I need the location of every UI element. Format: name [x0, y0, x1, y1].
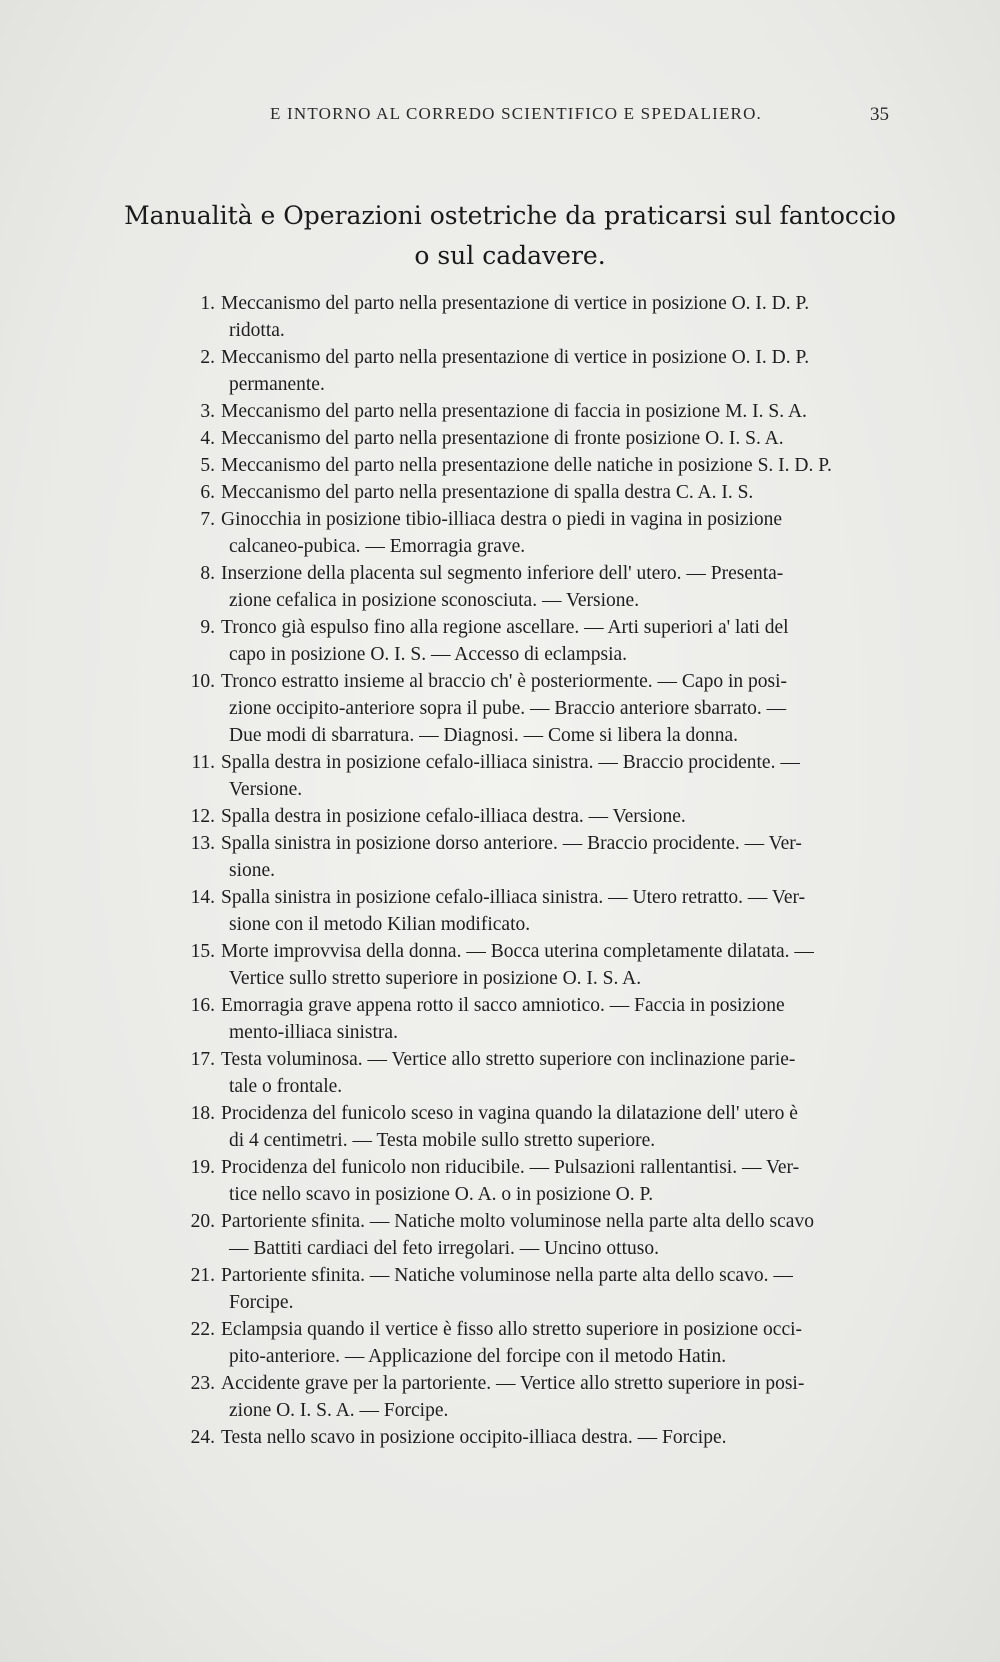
list-item [155, 938, 890, 992]
list-item [155, 1262, 890, 1316]
list-item-text [221, 884, 890, 938]
list-item-line: di 4 centimetri. — Testa mobile sullo stretto superiore. [229, 1130, 656, 1151]
list-item-text [221, 1154, 890, 1208]
list-item [155, 290, 890, 344]
list-item-line: sione con il metodo Kilian modificato. [229, 914, 531, 935]
list-item-text [221, 1046, 890, 1100]
list-item-line: Procidenza del funicolo non riducibile. — Pulsazioni rallentantisi. — Ver- [221, 1157, 800, 1178]
list-item-number: 4. [200, 428, 215, 449]
list-item-text [221, 1208, 890, 1262]
list-item [155, 1154, 890, 1208]
list-item-line: Ginocchia in posizione tibio-illiaca destra o piedi in vagina in posizione [221, 509, 783, 530]
list-item-line: Vertice sullo stretto superiore in posizione O. I. S. A. [229, 968, 642, 989]
list-item-text [221, 938, 890, 992]
list-item-line: Spalla sinistra in posizione dorso anteriore. — Braccio procidente. — Ver- [221, 833, 802, 854]
list-item-text [221, 506, 890, 560]
list-item [155, 398, 890, 425]
list-item-number: 5. [200, 455, 215, 476]
list-item-line: Meccanismo del parto nella presentazione di faccia in posizione M. I. S. A. [221, 401, 807, 422]
list-item-number: 1. [200, 293, 215, 314]
list-item-text [221, 1262, 890, 1316]
list-item-line: Procidenza del funicolo sceso in vagina quando la dilatazione dell' utero è [221, 1103, 798, 1124]
list-item-line: Eclampsia quando il vertice è fisso allo stretto superiore in posizione occi- [221, 1319, 803, 1340]
list-item-text [221, 668, 890, 749]
list-item-line: pito-anteriore. — Applicazione del forcipe con il metodo Hatin. [229, 1346, 727, 1367]
list-item-number: 17. [190, 1049, 215, 1070]
list-item-text [221, 992, 890, 1046]
list-item [155, 506, 890, 560]
list-item-line: calcaneo-pubica. — Emorragia grave. [229, 536, 526, 557]
list-item-number: 22. [190, 1319, 215, 1340]
list-item [155, 830, 890, 884]
list-item-line: Meccanismo del parto nella presentazione di spalla destra C. A. I. S. [221, 482, 754, 503]
list-item [155, 1046, 890, 1100]
list-item-line: Emorragia grave appena rotto il sacco amniotico. — Faccia in posizione [221, 995, 785, 1016]
list-item-number: 18. [190, 1103, 215, 1124]
section-title [0, 196, 1000, 276]
list-item-number: 11. [191, 752, 215, 773]
page-number: 35 [870, 104, 889, 125]
list-item [155, 1316, 890, 1370]
list-item-text [221, 290, 890, 344]
list-item [155, 344, 890, 398]
list-item-line: Versione. [229, 779, 303, 800]
list-item [155, 452, 890, 479]
list-item [155, 1100, 890, 1154]
list-item [155, 668, 890, 749]
running-head: E INTORNO AL CORREDO SCIENTIFICO E SPEDALIERO. [270, 104, 763, 123]
list-item-text [221, 560, 890, 614]
list-item-line: zione cefalica in posizione sconosciuta. — Versione. [229, 590, 640, 611]
list-item-text [221, 425, 890, 452]
list-item [155, 884, 890, 938]
list-item [155, 749, 890, 803]
list-item-number: 10. [190, 671, 215, 692]
list-item-number: 2. [200, 347, 215, 368]
list-item-number: 7. [200, 509, 215, 530]
title-line-1: Manualità e Operazioni ostetriche da praticarsi sul fantoccio [124, 201, 896, 230]
list-item [155, 992, 890, 1046]
list-item [155, 1208, 890, 1262]
list-item-text [221, 398, 890, 425]
list-item-text [221, 452, 890, 479]
list-item-text [221, 1316, 890, 1370]
list-item-line: zione O. I. S. A. — Forcipe. [229, 1400, 449, 1421]
list-item-line: Spalla destra in posizione cefalo-illiaca destra. — Versione. [221, 806, 686, 827]
list-item-number: 21. [190, 1265, 215, 1286]
list-item-line: tice nello scavo in posizione O. A. o in posizione O. P. [229, 1184, 654, 1205]
list-item [155, 560, 890, 614]
list-item-line: Testa voluminosa. — Vertice allo stretto superiore con inclinazione parie- [221, 1049, 796, 1070]
list-item-line: zione occipito-anteriore sopra il pube. — Braccio anteriore sbarrato. — [229, 698, 787, 719]
list-item [155, 1424, 890, 1451]
list-item [155, 479, 890, 506]
list-item-number: 9. [200, 617, 215, 638]
list-item-line: Meccanismo del parto nella presentazione di fronte posizione O. I. S. A. [221, 428, 784, 449]
list-item-line: Tronco estratto insieme al braccio ch' è posteriormente. — Capo in posi- [221, 671, 787, 692]
list-item-number: 12. [190, 806, 215, 827]
list-item-line: mento-illiaca sinistra. [229, 1022, 398, 1043]
list-item-number: 23. [190, 1373, 215, 1394]
list-item [155, 1370, 890, 1424]
list-item-line: Meccanismo del parto nella presentazione delle natiche in posizione S. I. D. P. [221, 455, 832, 476]
list-item-line: Forcipe. [229, 1292, 294, 1313]
list-item-number: 6. [200, 482, 215, 503]
list-item-number: 13. [190, 833, 215, 854]
list-item-number: 8. [200, 563, 215, 584]
list-item-number: 20. [190, 1211, 215, 1232]
list-item-number: 24. [190, 1427, 215, 1448]
list-item-number: 19. [190, 1157, 215, 1178]
list-item-line: Due modi di sbarratura. — Diagnosi. — Come si libera la donna. [229, 725, 739, 746]
list-item-line: Testa nello scavo in posizione occipito-illiaca destra. — Forcipe. [221, 1427, 727, 1448]
page-header [0, 104, 1000, 134]
list-item-text [221, 830, 890, 884]
list-item-line: Partoriente sfinita. — Natiche molto voluminose nella parte alta dello scavo [221, 1211, 814, 1232]
list-item-line: Meccanismo del parto nella presentazione di vertice in posizione O. I. D. P. [221, 293, 810, 314]
list-item-line: Spalla sinistra in posizione cefalo-illiaca sinistra. — Utero retratto. — Ver- [221, 887, 806, 908]
list-item-line: Morte improvvisa della donna. — Bocca uterina completamente dilatata. — [221, 941, 814, 962]
list-item [155, 614, 890, 668]
list-item-line: Accidente grave per la partoriente. — Vertice allo stretto superiore in posi- [221, 1373, 805, 1394]
list-item-line: Tronco già espulso fino alla regione ascellare. — Arti superiori a' lati del [221, 617, 789, 638]
list-item-line: ridotta. [229, 320, 285, 341]
list-item [155, 803, 890, 830]
list-item [155, 425, 890, 452]
list-item-number: 14. [190, 887, 215, 908]
list-item-line: sione. [229, 860, 276, 881]
title-line-2: o sul cadavere. [414, 241, 606, 270]
list-item-text [221, 749, 890, 803]
list-item-line: Meccanismo del parto nella presentazione di vertice in posizione O. I. D. P. [221, 347, 810, 368]
list-item-text [221, 803, 890, 830]
list-item-text [221, 1100, 890, 1154]
list-item-number: 15. [190, 941, 215, 962]
list-item-text [221, 344, 890, 398]
list-item-text [221, 1424, 890, 1451]
list-item-line: Partoriente sfinita. — Natiche voluminose nella parte alta dello scavo. — [221, 1265, 793, 1286]
list-item-line: tale o frontale. [229, 1076, 343, 1097]
list-item-number: 3. [200, 401, 215, 422]
list-item-number: 16. [190, 995, 215, 1016]
list-item-line: permanente. [229, 374, 325, 395]
list-item-line: Inserzione della placenta sul segmento inferiore dell' utero. — Presenta- [221, 563, 784, 584]
list-item-line: capo in posizione O. I. S. — Accesso di eclampsia. [229, 644, 628, 665]
numbered-list [155, 290, 890, 1451]
list-item-text [221, 1370, 890, 1424]
list-item-line: — Battiti cardiaci del feto irregolari. — Uncino ottuso. [229, 1238, 659, 1259]
list-item-text [221, 479, 890, 506]
list-item-text [221, 614, 890, 668]
list-item-line: Spalla destra in posizione cefalo-illiaca sinistra. — Braccio procidente. — [221, 752, 800, 773]
